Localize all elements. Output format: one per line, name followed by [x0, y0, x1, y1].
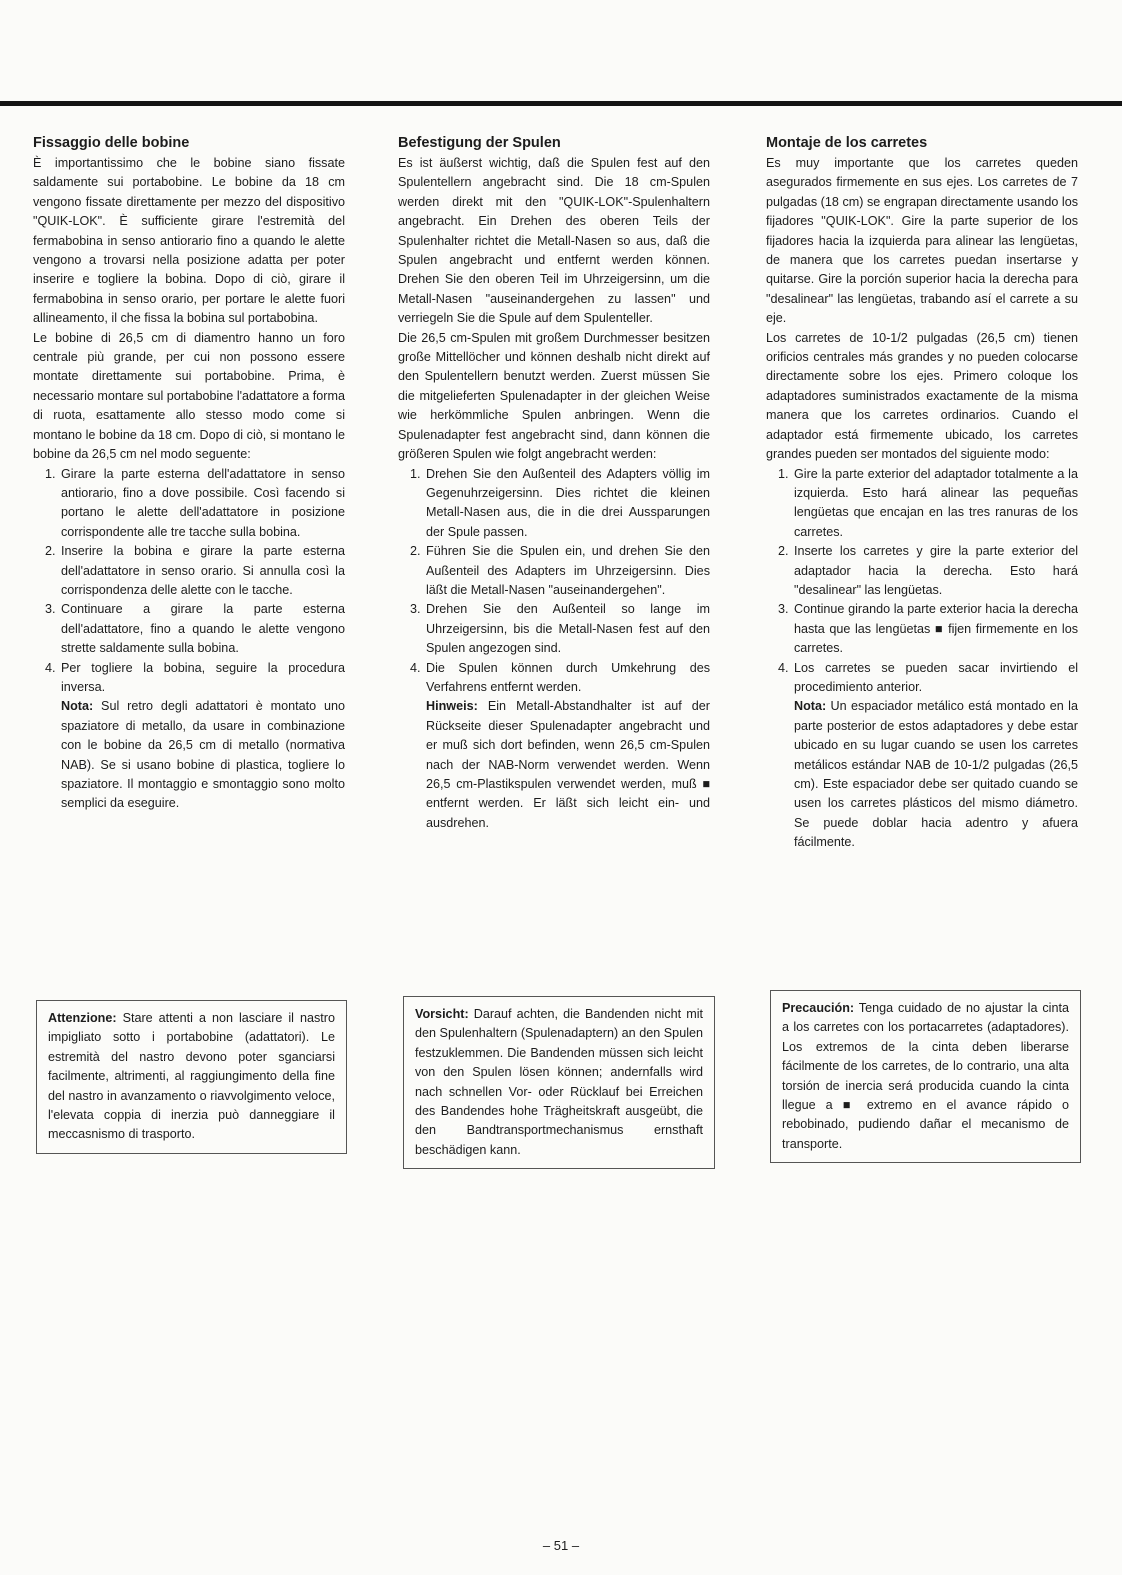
spanish-steps [766, 465, 1078, 853]
spanish-paragraph-2: Los carretes de 10-1/2 pulgadas (26,5 cm) tienen orificios centrales más grandes y no pueden colocarse directamente sobre los ejes. Primero coloque los adaptadores suministrados exactamente de la misma manera que los carretes ordinarios. Cuando el adaptador está firmemente ubicado, los carretes grandes pueden ser montados del siguiente modo: [766, 330, 1078, 462]
italian-caution-label: Attenzione: [48, 1011, 117, 1025]
spanish-step-4 [792, 659, 1078, 853]
german-note [426, 697, 710, 833]
italian-step-4 [59, 659, 345, 814]
italian-paragraph-2: Le bobine di 26,5 cm di diamentro hanno un foro centrale più grande, per cui non possono essere montate direttamente sui portabobine. Prima, è necessario montare sul portabobine l'adattatore a forma di ruota, esattamente allo stesso modo come si montano le bobine da 18 cm. Dopo di ciò, si montano le bobine da 26,5 cm nel modo seguente: [33, 330, 345, 462]
italian-note [61, 697, 345, 813]
italian-step-1: 1. Girare la parte esterna dell'adattatore in senso antiorario, fino a dove possibile. Così facendo si portano le alette dell'adattatore in posizione corrispondente alle tre tacche sulla bobina. [59, 465, 345, 543]
spanish-caution-box [770, 990, 1081, 1163]
italian-caution-box [36, 1000, 347, 1154]
top-rule [0, 101, 1122, 106]
german-step-2: 2. Führen Sie die Spulen ein, und drehen Sie den Außenteil des Adapters im Uhrzeigersinn. Dies läßt die Metall-Nasen "auseinandergehen". [424, 542, 710, 600]
german-paragraph-1: Es ist äußerst wichtig, daß die Spulen fest auf den Spulentellern angebracht sind. Die 18 cm-Spulen werden direkt mit den "QUIK-LOK"-Spulenhaltern angebracht. Ein Drehen des oberen Teils der Spulenhalter richtet die Metall-Nasen so aus, daß die Spulen angebracht und entfernt werden können. Drehen Sie den oberen Teil im Uhrzeigersinn, um die Metall-Nasen "auseinandergehen zu lassen" und verriegeln Sie die Spule auf dem Spulenteller. [398, 156, 710, 326]
spanish-heading: Montaje de los carretes [766, 135, 928, 151]
spanish-caution-label: Precaución: [782, 1001, 855, 1015]
german-step-4 [424, 659, 710, 834]
spanish-note [794, 697, 1078, 852]
spanish-step-3: 3. Continue girando la parte exterior hacia la derecha hasta que las lengüetas ■ fijen firmemente en los carretes. [792, 600, 1078, 658]
spanish-column [766, 134, 1078, 853]
italian-step-3: 3. Continuare a girare la parte esterna dell'adattatore, fino a quando le alette vengono strette saldamente sulla bobina. [59, 600, 345, 658]
german-paragraph-2: Die 26,5 cm-Spulen mit großem Durchmesser besitzen große Mittellöcher und können deshalb nicht direkt auf den Spulentellern benutzt werden. Zuerst müssen Sie die mitgelieferten Spulenadapter in der gleichen Weise wie herkömmliche Spulen anbringen. Wenn die Spulenadapter fest angebracht sind, dann können die größeren Spulen wie folgt angebracht werden: [398, 330, 710, 462]
italian-step-4-text: Per togliere la bobina, seguire la procedura inversa. [61, 660, 345, 694]
page-number: – 51 – [542, 1538, 580, 1553]
german-caution-box [403, 996, 715, 1169]
spanish-note-label: Nota: [794, 699, 827, 714]
italian-step-2: 2. Inserire la bobina e girare la parte esterna dell'adattatore in senso orario. Si annulla così la corrispondenza delle alette con le tacche. [59, 542, 345, 600]
italian-note-label: Nota: [61, 699, 94, 714]
italian-steps [33, 465, 345, 814]
italian-note-text: Sul retro degli adattatori è montato uno spaziatore di metallo, da usare in combinazione con le bobine da 26,5 cm di metallo (normativa NAB). Se si usano bobine di plastica, togliere lo spaziatore. Il montaggio e smontaggio sono molto semplici da eseguire. [61, 699, 345, 811]
spanish-paragraph-1: Es muy importante que los carretes queden asegurados firmemente en sus ejes. Los carretes de 7 pulgadas (18 cm) se engrapan directamente usando los fijadores "QUIK-LOK". Gire la parte superior de los fijadores hacia la izquierda para alinear las lengüetas, de manera que los carretes puedan insertarse y quitarse. Gire la porción superior hacia la derecha para "desalinear" las lengüetas, trabando así el carrete a su eje. [766, 156, 1078, 326]
german-caution-label: Vorsicht: [415, 1007, 469, 1021]
german-steps [398, 465, 710, 834]
spanish-step-4-text: Los carretes se pueden sacar invirtiendo el procedimiento anterior. [794, 660, 1078, 694]
german-heading: Befestigung der Spulen [398, 135, 561, 151]
spanish-note-text: Un espaciador metálico está montado en la parte posterior de estos adaptadores y debe estar ubicado en su lugar cuando se usen los carretes metálicos estándar NAB de 10-1/2 pulgadas (26,5 cm). Este espaciador debe ser quitado cuando se usen los carretes plásticos del mismo diámetro. Se puede doblar hacia adentro y afuera fácilmente. [794, 699, 1078, 850]
spanish-step-1: 1. Gire la parte exterior del adaptador totalmente a la izquierda. Esto hará alinear las pequeñas lengüetas que encajan en las tres ranuras de los carretes. [792, 465, 1078, 543]
spanish-caution-text: Tenga cuidado de no ajustar la cinta a los carretes con los portacarretes (adaptadores). Los extremos de la cinta deben liberarse fácilmente de los carretes, de lo contrario, una alta torsión de inercia será producida cuando la cinta llegue a ■ extremo en el avance rápido o rebobinado, pudiendo dañar el mecanismo de transporte. [782, 1001, 1069, 1151]
german-column [398, 134, 710, 833]
italian-caution-text: Stare attenti a non lasciare il nastro impigliato sotto i portabobine (adattatori). Le estremità del nastro devono poter sganciarsi facilmente, altrimenti, al raggiungimento della fine del nastro in avanzamento o riavvolgimento veloce, l'elevata coppia di inerzia può danneggiare il meccasnismo di trasporto. [48, 1011, 335, 1142]
german-note-text: Ein Metall-Abstandhalter ist auf der Rückseite dieser Spulenadapter angebracht und er muß sich dort befinden, wenn 26,5 cm-Spulen nach der NAB-Norm verwendet werden. Wenn 26,5 cm-Plastikspulen verwendet werden, muß ■ entfernt werden. Er läßt sich leicht ein- und ausdrehen. [426, 699, 710, 830]
spanish-step-2: 2. Inserte los carretes y gire la parte exterior del adaptador hacia la derecha. Esto hará "desalinear" las lengüetas. [792, 542, 1078, 600]
italian-paragraph-1: È importantissimo che le bobine siano fissate saldamente sui portabobine. Le bobine da 18 cm vengono fissate direttamente per mezzo del dispositivo "QUIK-LOK". È sufficiente girare l'estremità del fermabobina in senso antiorario fino a quando le alette vengono a trovarsi nella posizione adatta per poter inserire e togliere la bobina. Dopo di ciò, girare il fermabobina in senso orario, per portare le alette fuori allineamento, il che fissa la bobina sul portabobina. [33, 156, 345, 326]
german-caution-text: Darauf achten, die Bandenden nicht mit den Spulenhaltern (Spulenadaptern) an den Spulen festzuklemmen. Die Bandenden müssen sich leicht von den Spulen lösen können; andernfalls wird nach schnellen Vor- oder Rücklauf bei Erreichen des Bandendes hohe Trägheitskraft ausgeübt, die den Bandtransportmechanismus ernsthaft beschädigen kann. [415, 1007, 703, 1157]
german-step-1: 1. Drehen Sie den Außenteil des Adapters völlig im Gegenuhrzeigersinn. Dies richtet die kleinen Metall-Nasen aus, die in die drei Aussparungen der Spule passen. [424, 465, 710, 543]
italian-column [33, 134, 345, 814]
german-step-3: 3. Drehen Sie den Außenteil so lange im Uhrzeigersinn, bis die Metall-Nasen fest auf den Spulen angezogen sind. [424, 600, 710, 658]
italian-heading: Fissaggio delle bobine [33, 135, 190, 151]
german-note-label: Hinweis: [426, 699, 478, 714]
german-step-4-text: Die Spulen können durch Umkehrung des Verfahrens entfernt werden. [426, 660, 710, 694]
